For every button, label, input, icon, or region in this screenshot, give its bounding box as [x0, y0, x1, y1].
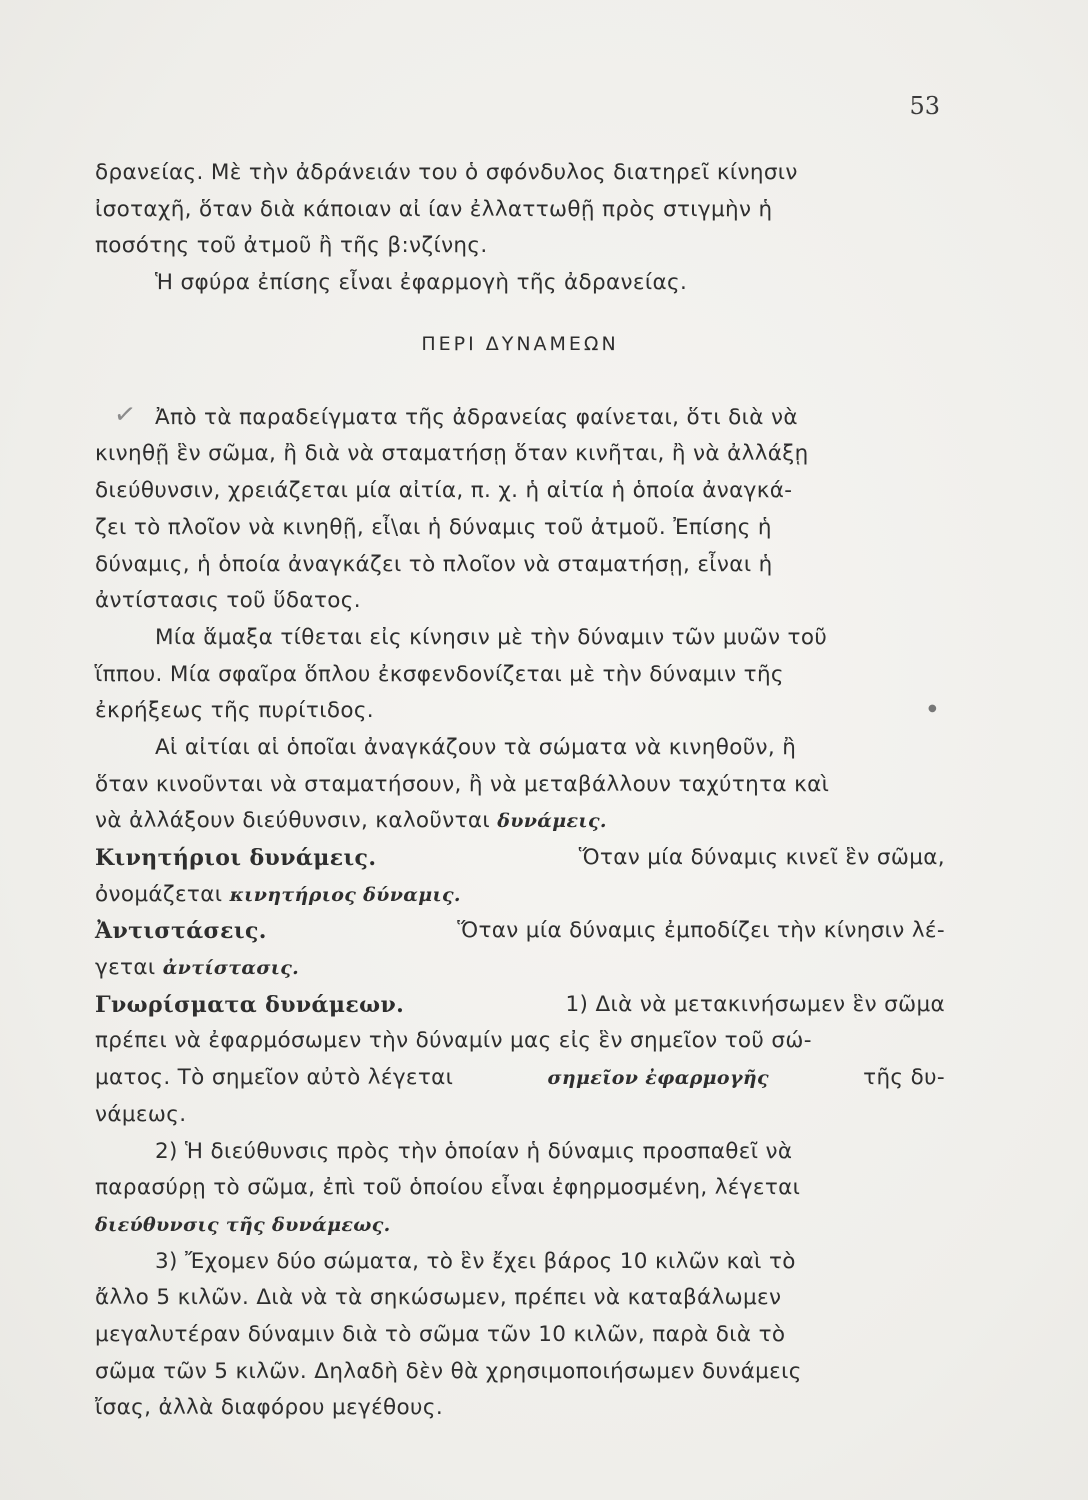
- term-antistasis: ἀντίστασις.: [162, 957, 300, 980]
- text-line: Μία ἅμαξα τίθεται εἰς κίνησιν μὲ τὴν δύναμιν τῶν μυῶν τοῦ: [155, 624, 828, 650]
- text-line: ἄλλο 5 κιλῶν. Διὰ νὰ τὰ σηκώσωμεν, πρέπει νὰ καταβάλωμεν: [95, 1285, 782, 1311]
- subheading-gnorismata: Γνωρίσματα δυνάμεων.: [95, 991, 405, 1018]
- text-line: κινηθῇ ἓν σῶμα, ἢ διὰ νὰ σταματήσῃ ὅταν κινῆται, ἢ νὰ ἀλλάξῃ: [95, 441, 809, 467]
- subheading-kinetirioi: Κινητήριοι δυνάμεις.: [95, 845, 377, 871]
- text-line: ἰσοταχῆ, ὅταν διὰ κάποιαν αἰ ίαν ἐλλαττωθῇ πρὸς στιγμὴν ἡ: [95, 196, 773, 222]
- term-dieuthynsis: διεύθυνσις τῆς δυνάμεως.: [95, 1213, 391, 1236]
- text-line: νάμεως.: [95, 1101, 187, 1127]
- text-line: παρασύρῃ τὸ σῶμα, ἐπὶ τοῦ ὁποίου εἶναι ἐφηρμοσμένη, λέγεται: [95, 1175, 801, 1201]
- text-line: ὅταν κινοῦνται νὰ σταματήσουν, ἢ νὰ μεταβάλλουν ταχύτητα καὶ: [95, 771, 830, 797]
- text-line: μεγαλυτέραν δύναμιν διὰ τὸ σῶμα τῶν 10 κιλῶν, παρὰ διὰ τὸ: [95, 1321, 786, 1347]
- text-line: 3) Ἔχομεν δύο σώματα, τὸ ἓν ἔχει βάρος 10 κιλῶν καὶ τὸ: [155, 1248, 796, 1274]
- check-mark-icon: ✓: [112, 398, 138, 432]
- text-line: Αἱ αἰτίαι αἱ ὁποῖαι ἀναγκάζουν τὰ σώματα νὰ κινηθοῦν, ἢ: [155, 734, 797, 760]
- text-line: νὰ ἀλλάξουν διεύθυνσιν, καλοῦνται δυνάμεις.: [95, 803, 945, 840]
- term-simeion-efarmogis: σημεῖον ἐφαρμογῆς: [547, 1067, 769, 1090]
- text-line: ματος. Τὸ σημεῖον αὐτὸ λέγεται σημεῖον ἐφαρμογῆς τῆς δυ-: [95, 1060, 945, 1097]
- page-number: 53: [909, 92, 940, 120]
- ink-dot: ●: [928, 703, 937, 714]
- text-line: σῶμα τῶν 5 κιλῶν. Δηλαδὴ δὲν θὰ χρησιμοποιήσωμεν δυνάμεις: [95, 1358, 802, 1384]
- text-line: ἐκρήξεως τῆς πυρίτιδος.: [95, 698, 374, 724]
- text-line: διεύθυνσιν, χρειάζεται μία αἰτία, π. χ. ἡ αἰτία ἡ ὁποία ἀναγκά-: [95, 478, 793, 504]
- text-line: Ἡ σφύρα ἐπίσης εἶναι ἐφαρμογὴ τῆς ἀδρανείας.: [155, 270, 688, 296]
- section-heading: ΠΕΡΙ ΔΥΝΑΜΕΩΝ: [421, 332, 619, 355]
- text-line: δύναμις, ἡ ὁποία ἀναγκάζει τὸ πλοῖον νὰ σταματήσῃ, εἶναι ἡ: [95, 551, 773, 577]
- term-dynameis: δυνάμεις.: [497, 810, 607, 833]
- text-line: ποσότης τοῦ ἀτμοῦ ἢ τῆς β:νζίνης.: [95, 233, 488, 259]
- text-line: Ἀπὸ τὰ παραδείγματα τῆς ἀδρανείας φαίνεται, ὅτι διὰ νὰ: [155, 404, 798, 430]
- text-line: πρέπει νὰ ἐφαρμόσωμεν τὴν δύναμίν μας εἰς ἓν σημεῖον τοῦ σώ-: [95, 1028, 812, 1054]
- text-line: ἵππου. Μία σφαῖρα ὅπλου ἐκσφενδονίζεται μὲ τὴν δύναμιν τῆς: [95, 661, 784, 687]
- body-text: [95, 155, 945, 1427]
- text-line: Ἀντιστάσεις. Ὅταν μία δύναμις ἐμποδίζει τὴν κίνησιν λέ-: [95, 913, 945, 950]
- subheading-antistaseis: Ἀντιστάσεις.: [95, 918, 267, 945]
- text-line: Γνωρίσματα δυνάμεων. 1) Διὰ νὰ μετακινήσωμεν ἓν σῶμα: [95, 987, 945, 1024]
- text-line: δρανείας. Μὲ τὴν ἀδράνειάν του ὁ σφόνδυλος διατηρεῖ κίνησιν: [95, 160, 798, 185]
- text-line: 2) Ἡ διεύθυνσις πρὸς τὴν ὁποίαν ἡ δύναμις προσπαθεῖ νὰ: [155, 1138, 793, 1164]
- text-line: ζει τὸ πλοῖον νὰ κινηθῇ, εἶ\αι ἡ δύναμις τοῦ ἀτμοῦ. Ἐπίσης ἡ: [95, 514, 772, 540]
- text-line: Κινητήριοι δυνάμεις. Ὅταν μία δύναμις κινεῖ ἓν σῶμα,: [95, 840, 945, 877]
- text-line: ὀνομάζεται κινητήριος δύναμις.: [95, 877, 945, 914]
- text-line: γεται ἀντίστασις.: [95, 950, 945, 987]
- text-line: ἀντίστασις τοῦ ὕδατος.: [95, 588, 361, 614]
- term-kinetirios: κινητήριος δύναμις.: [229, 883, 461, 906]
- text-line: [95, 1207, 945, 1244]
- text-line: ἴσας, ἀλλὰ διαφόρου μεγέθους.: [95, 1395, 443, 1421]
